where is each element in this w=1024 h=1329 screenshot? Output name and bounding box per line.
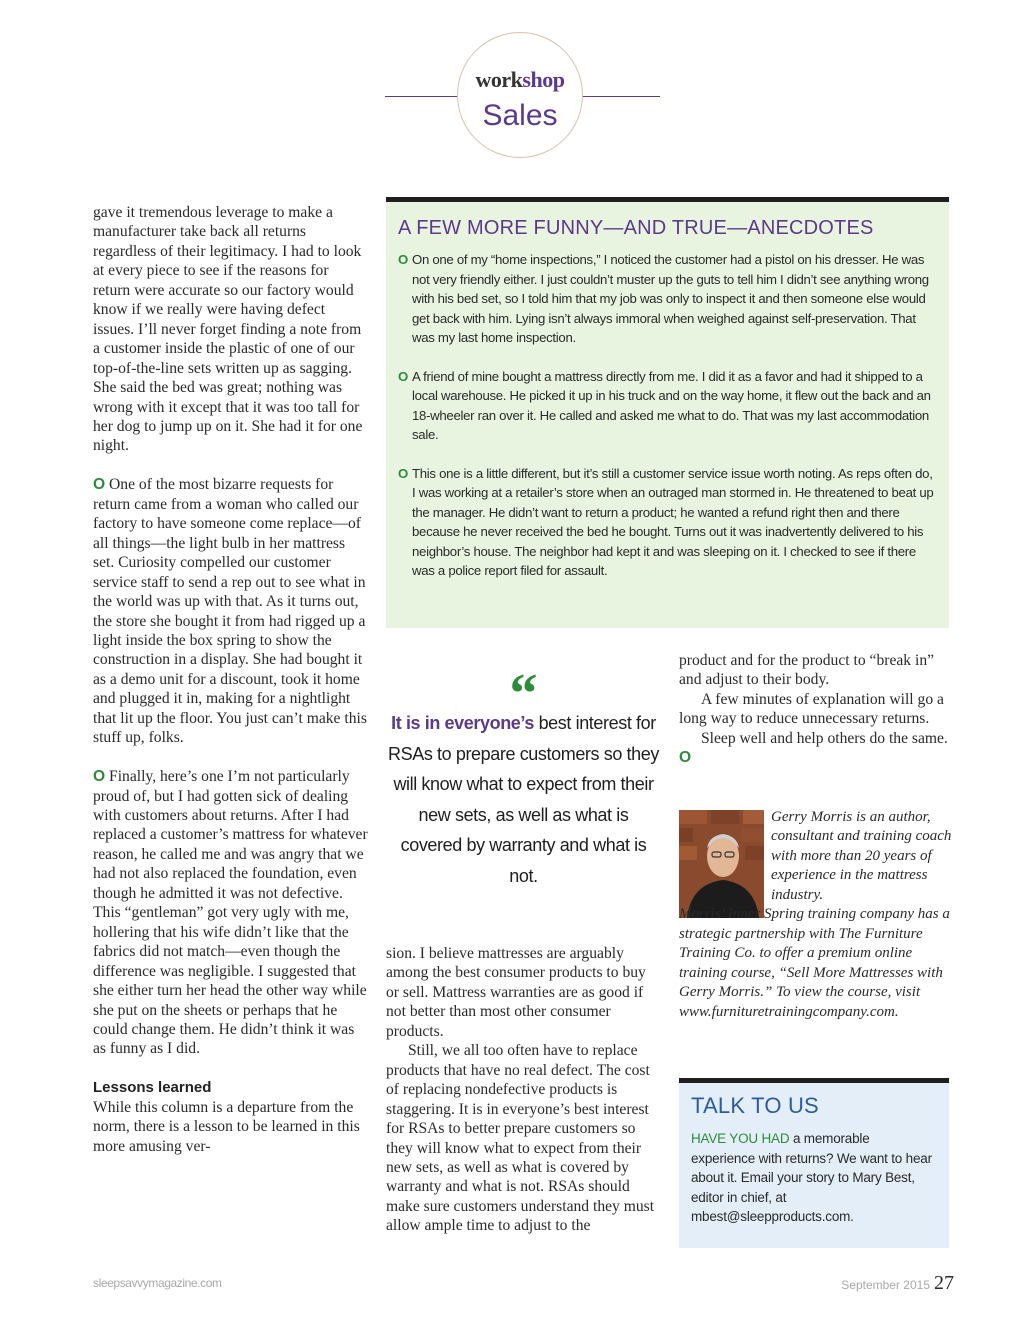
- paragraph: [386, 1041, 661, 1236]
- paragraph: [679, 729, 954, 768]
- anecdotes-title: A FEW MORE FUNNY—AND TRUE—ANECDOTES: [398, 217, 874, 239]
- anecdotes-box: [386, 197, 949, 628]
- paragraph-text: A few minutes of explanation will go a long way to reduce unnecessary returns.: [679, 690, 944, 728]
- paragraph: [93, 203, 368, 456]
- paragraph: [386, 944, 661, 1041]
- talk-to-us-lead: HAVE YOU HAD: [691, 1131, 790, 1146]
- pull-quote-emphasis: It is in everyone’s: [391, 713, 534, 733]
- paragraph: [93, 767, 368, 1059]
- talk-to-us-box: [679, 1078, 949, 1248]
- kicker-shop: shop: [522, 67, 565, 92]
- author-bio-text: Morris’ Inner Spring training company has a strategic partnership with The Furniture Training Co. to offer a premium online training course, “Sell More Mattresses with Gerry Morris.” To view the course, visit www.furnituretrainingcompany.com.: [679, 906, 950, 1020]
- paragraph-text: Finally, here’s one I’m not particularly proud of, but I had gotten sick of dealing with customers about returns. After I had replaced a customer’s mattress for whatever reason, he called me and was angry that we had not also replaced the foundation, even though he admitted it was not defective. This “gentleman” got very ugly with me, hollering that his wife didn’t like that the fabrics did not match—even though the difference was negligible. I suggested that she either turn her head the other way while she put on the sheets or perhaps that he could change them. He didn’t think it was as funny as I did.: [93, 768, 368, 1058]
- anecdote-text: A friend of mine bought a mattress directly from me. I did it as a favor and had it shipped to a local warehouse. He picked it up in his truck and on the way home, it flew out the back and an 18-wheeler ran over it. He called and asked me what to do. That was my last accommodation sale.: [412, 368, 931, 442]
- kicker-work: work: [475, 67, 523, 92]
- quote-mark-icon: “: [509, 663, 538, 725]
- bullet-icon: O: [93, 476, 106, 494]
- section-badge: [457, 32, 583, 158]
- anecdote-item: [398, 250, 935, 348]
- paragraph-text: While this column is a departure from the norm, there is a lesson to be learned in this more amusing ver-: [93, 1098, 360, 1155]
- paragraph-text: sion. I believe mattresses are arguably among the best consumer products to buy or sell. Mattress warranties are as good if not better than most other consumer products.: [386, 945, 646, 1040]
- paragraph-gap: [93, 1059, 368, 1078]
- bullet-icon: O: [398, 368, 408, 384]
- paragraph: [93, 475, 368, 747]
- bullet-icon: O: [93, 768, 106, 786]
- talk-to-us-text: [691, 1129, 937, 1227]
- bullet-icon: O: [398, 465, 408, 481]
- anecdotes-list: [398, 250, 935, 581]
- paragraph-gap: [93, 748, 368, 767]
- footer-folio: [841, 1272, 954, 1295]
- article-column-2: [386, 944, 661, 1236]
- paragraph-gap: [93, 456, 368, 475]
- subhead: Lessons learned: [93, 1079, 212, 1097]
- anecdote-item: [398, 367, 935, 445]
- anecdote-item: [398, 464, 935, 581]
- kicker: [458, 67, 582, 93]
- paragraph-text: One of the most bizarre requests for return came from a woman who called our factory to have someone come replace—of all things—the light bulb in her mattress set. Curiosity compelled our customer service staff to send a rep out to see what in the world was up with that. As it turns out, the store she bought it from had rigged up a light inside the box spring to show the construction in a display. She had bought it as a demo unit for a discount, took it home and plugged it in, making for a nightlight that lit up the floor. You just can’t make this stuff up, folks.: [93, 476, 367, 747]
- talk-to-us-body: a memorable experience with returns? We want to hear about it. Email your story to Mary Best, editor in chief, at mbest@sleepproducts.com.: [691, 1131, 932, 1224]
- author-bio: [679, 808, 954, 1022]
- paragraph-text: Sleep well and help others do the same.: [701, 729, 948, 747]
- paragraph: [679, 651, 954, 690]
- end-mark-icon: O: [679, 749, 692, 767]
- paragraph-text: Still, we all too often have to replace products that have no real defect. The cost of replacing nondefective products is staggering. It is in everyone’s best interest for RSAs to better prepare customers so they will know what to expect from their new sets, as well as what is covered by warranty and what is not. RSAs should make sure customers understand they must allow ample time to adjust to the: [386, 1042, 655, 1235]
- pull-quote-text: [386, 708, 661, 891]
- section-title: Sales: [482, 99, 558, 132]
- footer-site: sleepsavvymagazine.com: [93, 1276, 222, 1290]
- paragraph: [93, 1098, 368, 1156]
- footer-date: September 2015: [841, 1278, 930, 1292]
- paragraph-text: product and for the product to “break in” and adjust to their body.: [679, 652, 935, 689]
- talk-to-us-title: TALK TO US: [691, 1093, 819, 1118]
- pull-quote: [386, 663, 661, 891]
- anecdote-text: This one is a little different, but it’s still a customer service issue worth noting. As reps often do, I was working at a retailer’s store when an outraged man stormed in. He threatened to beat up the manager. He didn’t want to return a product; he wanted a refund right then and there because he never received the bed he bought. Turns out it was inadvertently delivered to his neighbor’s house. The neighbor had kept it and was sleeping on it. I checked to see if there was a police report filed for assault.: [412, 465, 934, 578]
- page-number: 27: [934, 1272, 954, 1294]
- paragraph: [679, 690, 954, 729]
- article-column-3: [679, 651, 954, 768]
- author-bio-intro: Gerry Morris is an author, consultant and training coach with more than 20 years of experience in the mattress industry.: [771, 809, 952, 903]
- anecdote-text: On one of my “home inspections,” I noticed the customer had a pistol on his dresser. He was not very friendly either. I just couldn’t muster up the guts to tell him I didn’t see anything wrong with his bed set, so I told him that my job was only to inspect it and then someone else would get back with him. Lying isn’t always immoral when weighed against self-preservation. That was my last home inspection.: [412, 252, 929, 345]
- bullet-icon: O: [398, 252, 408, 267]
- article-column-1: [93, 203, 368, 1156]
- pull-quote-body: best interest for RSAs to prepare customers so they will know what to expect from their new sets, as well as what is covered by warranty and what is not.: [388, 713, 659, 886]
- paragraph-text: gave it tremendous leverage to make a manufacturer take back all returns regardless of their legitimacy. I had to look at every piece to see if the reasons for return were accurate so our factory would know if we really were having defect issues. I’ll never forget finding a note from a customer inside the plastic of one of our top-of-the-line sets written up as sagging. She said the bed was great; nothing was wrong with it except that it was too tall for her dog to jump up on it. She had it for one night.: [93, 204, 363, 455]
